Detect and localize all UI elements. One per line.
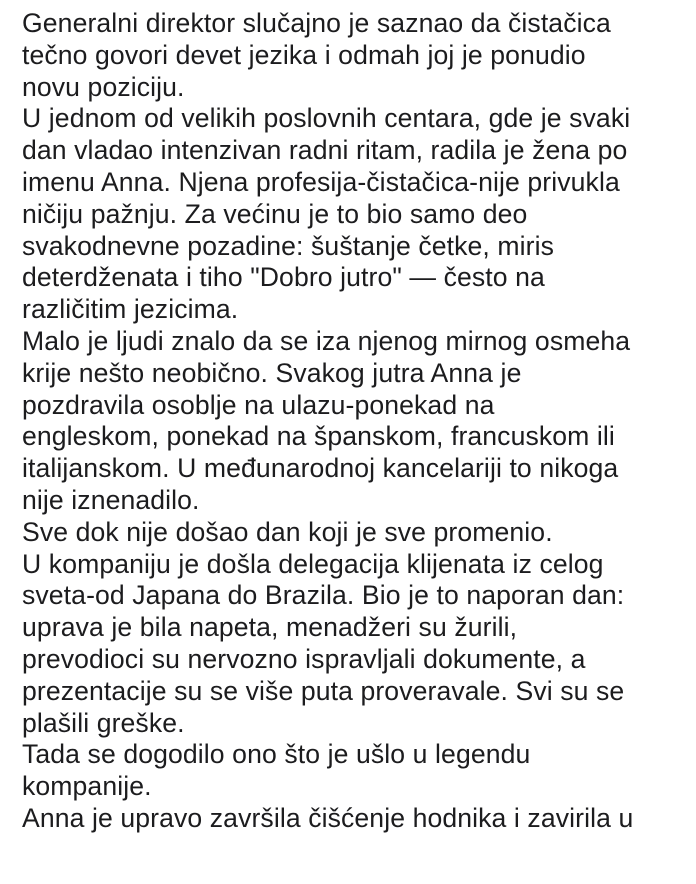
text-line: Generalni direktor slučajno je saznao da čistačica	[22, 8, 611, 38]
paragraph-3	[22, 326, 692, 517]
paragraph-1	[22, 8, 692, 103]
text-line: ničiju pažnju. Za većinu je to bio samo deo	[22, 198, 528, 229]
paragraph-6	[22, 739, 692, 803]
text-line: pozdravila osoblje na ulazu-ponekad na	[22, 389, 495, 420]
text-line: engleskom, ponekad na španskom, francuskom ili	[22, 421, 615, 452]
text-line: prevodioci su nervozno ispravljali dokumente, a	[22, 643, 586, 674]
paragraph-5	[22, 549, 692, 740]
text-line: plašili greške.	[22, 707, 185, 738]
text-line: različitim jezicima.	[22, 294, 239, 325]
text-line: U kompaniju je došla delegacija klijenata iz celog	[22, 548, 604, 579]
text-line: Sve dok nije došao dan koji je sve promenio.	[22, 516, 553, 547]
text-line: imenu Anna. Njena profesija-čistačica-nije privukla	[22, 166, 620, 197]
paragraph-4	[22, 517, 692, 549]
text-line: kompanije.	[22, 771, 152, 802]
text-line: krije nešto neobično. Svakog jutra Anna je	[22, 357, 522, 388]
text-line: nije iznenadilo.	[22, 484, 200, 515]
text-line: italijanskom. U međunarodnoj kancelariji to nikoga	[22, 453, 619, 484]
text-line: uprava je bila napeta, menadžeri su žurili,	[22, 612, 518, 643]
text-line: U jednom od velikih poslovnih centara, gde je svaki	[22, 103, 631, 134]
text-line: Tada se dogodilo ono što je ušlo u legendu	[22, 739, 531, 770]
text-line: dan vladao intenzivan radni ritam, radila je žena po	[22, 135, 628, 166]
text-line: svakodnevne pozadine: šuštanje četke, miris	[22, 230, 555, 261]
paragraph-7	[22, 803, 692, 835]
text-line: deterdženata i tiho "Dobro jutro" — često na	[22, 262, 545, 293]
post-body	[22, 8, 692, 835]
text-line: Malo je ljudi znalo da se iza njenog mirnog osmeha	[22, 325, 631, 356]
paragraph-2	[22, 103, 692, 326]
text-line: Anna je upravo završila čišćenje hodnika i zavirila u	[22, 802, 634, 833]
text-line: novu poziciju.	[22, 71, 185, 102]
text-line: sveta-od Japana do Brazila. Bio je to naporan dan:	[22, 580, 625, 611]
text-line: tečno govori devet jezika i odmah joj je ponudio	[22, 39, 586, 70]
text-line: prezentacije su se više puta proveravale. Svi su se	[22, 675, 625, 706]
